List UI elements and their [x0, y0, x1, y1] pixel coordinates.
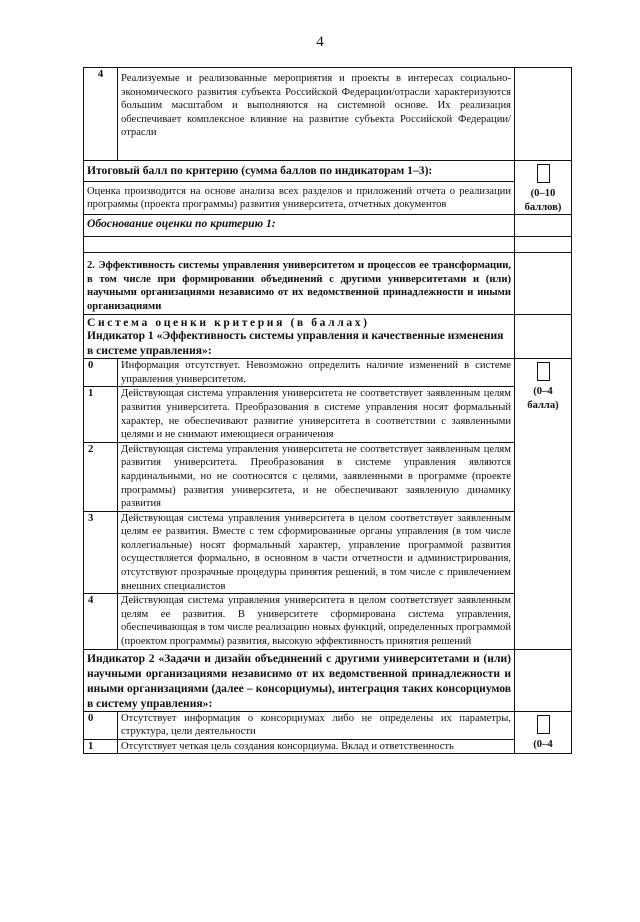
- score-input-box[interactable]: [537, 362, 550, 381]
- level-description: Действующая система управления университета не соответствует заявленным целям развития университета. Преобразования в системе управления являются кардинальными, но не соотносятся с целями, заявленными в программе (проекте программы) развития университета, и не обеспечивают заявленную динамику развития: [118, 442, 515, 511]
- table-row: [84, 594, 572, 649]
- level-number: 4: [84, 68, 118, 161]
- level-number: 2: [84, 442, 118, 511]
- level-number: 4: [84, 594, 118, 649]
- score-cell: [515, 215, 572, 237]
- level-description: Отсутствует информация о консорциумах либо не определены их параметры, структура, цели деятельности: [118, 711, 515, 739]
- scale-heading: Система оценки критерия (в баллах): [87, 315, 370, 329]
- indicator-header-row: [84, 314, 572, 359]
- indicator-header-row: [84, 649, 572, 711]
- score-input-box[interactable]: [537, 715, 550, 734]
- score-cell: [515, 359, 572, 649]
- total-score-note: Оценка производится на основе анализа всех разделов и приложений отчета о реализации программы (проекта программы) развития университета, отчетных документов: [87, 185, 511, 211]
- score-cell: [515, 161, 572, 215]
- level-description: Информация отсутствует. Невозможно определить наличие изменений в системе управления университетом.: [118, 359, 515, 387]
- page-number: 4: [316, 34, 324, 50]
- score-cell: [515, 314, 572, 359]
- criterion-row: [84, 253, 572, 314]
- level-description: Действующая система управления университета в целом соответствует заявленным целям ее развития. В университете сформирована система управления, обеспечивающая в том числе реализацию новых функций, определенных программой (проектом программы) развития, высокую эффективность принятия решений: [118, 594, 515, 649]
- level-number: 3: [84, 511, 118, 594]
- table-row: [84, 387, 572, 442]
- level-description: Реализуемые и реализованные мероприятия и проекты в интересах социально-экономического развития субъекта Российской Федерации/отрасли характеризуются большим масштабом и выполняются на системной основе. Их реализация обеспечивает комплексное влияние на развитие субъекта Российской Федерации/отрасли: [118, 68, 515, 161]
- score-range: (0–10 баллов): [524, 188, 562, 213]
- level-number: 1: [84, 739, 118, 754]
- total-score-title: Итоговый балл по критерию (сумма баллов по индикаторам 1–3):: [87, 164, 433, 177]
- table-row: [84, 711, 572, 739]
- score-cell: [515, 649, 572, 711]
- score-cell: [515, 68, 572, 161]
- level-number: 1: [84, 387, 118, 442]
- table-row: [84, 739, 572, 754]
- indicator-title: Индикатор 1 «Эффективность системы управления и качественные изменения в системе управления»:: [87, 329, 504, 357]
- total-score-row: [84, 161, 572, 215]
- score-range: (0–4 балла): [527, 386, 559, 411]
- table-row: [84, 442, 572, 511]
- level-number: 0: [84, 359, 118, 387]
- score-range: (0–4: [533, 738, 553, 750]
- criteria-table: [83, 67, 572, 754]
- score-cell: [515, 253, 572, 314]
- level-description: Действующая система управления университета не соответствует заявленным целям развития университета. Преобразования в системе управления носят формальный характер, не обеспечивают развитие университета в соответствии с заявленными целями и не снимают имеющиеся ограничения: [118, 387, 515, 442]
- table-row: [84, 511, 572, 594]
- table-row: [84, 68, 572, 161]
- indicator-title: Индикатор 2 «Задачи и дизайн объединений с другими университетами и (или) научными организациями независимо от их ведомственной принадлежности и иными организациями (далее – консорциумы), интеграция таких консорциумов в систему управления»:: [84, 649, 515, 711]
- blank-row: [84, 237, 572, 253]
- justification-label: Обоснование оценки по критерию 1:: [84, 215, 515, 237]
- score-cell: [515, 711, 572, 754]
- score-input-box[interactable]: [537, 164, 550, 183]
- level-number: 0: [84, 711, 118, 739]
- table-row: [84, 359, 572, 387]
- level-description: Отсутствует четкая цель создания консорциума. Вклад и ответственность: [118, 739, 515, 754]
- justification-row: [84, 215, 572, 237]
- level-description: Действующая система управления университета в целом соответствует заявленным целям ее развития. Вместе с тем сформированные органы управления (в том числе коллегиальные) носят формальный характер, управление программой развития осуществляется формально, в основном в части отчетности и администрирования, отсутствуют прозрачные процедуры принятия решений, в том числе с привлечением внешних специалистов: [118, 511, 515, 594]
- criterion-title: 2. Эффективность системы управления университетом и процессов ее трансформации, в том числе при формировании объединений с другими университетами и (или) научными организациями независимо от их ведомственной принадлежности и иными организациями: [84, 253, 515, 314]
